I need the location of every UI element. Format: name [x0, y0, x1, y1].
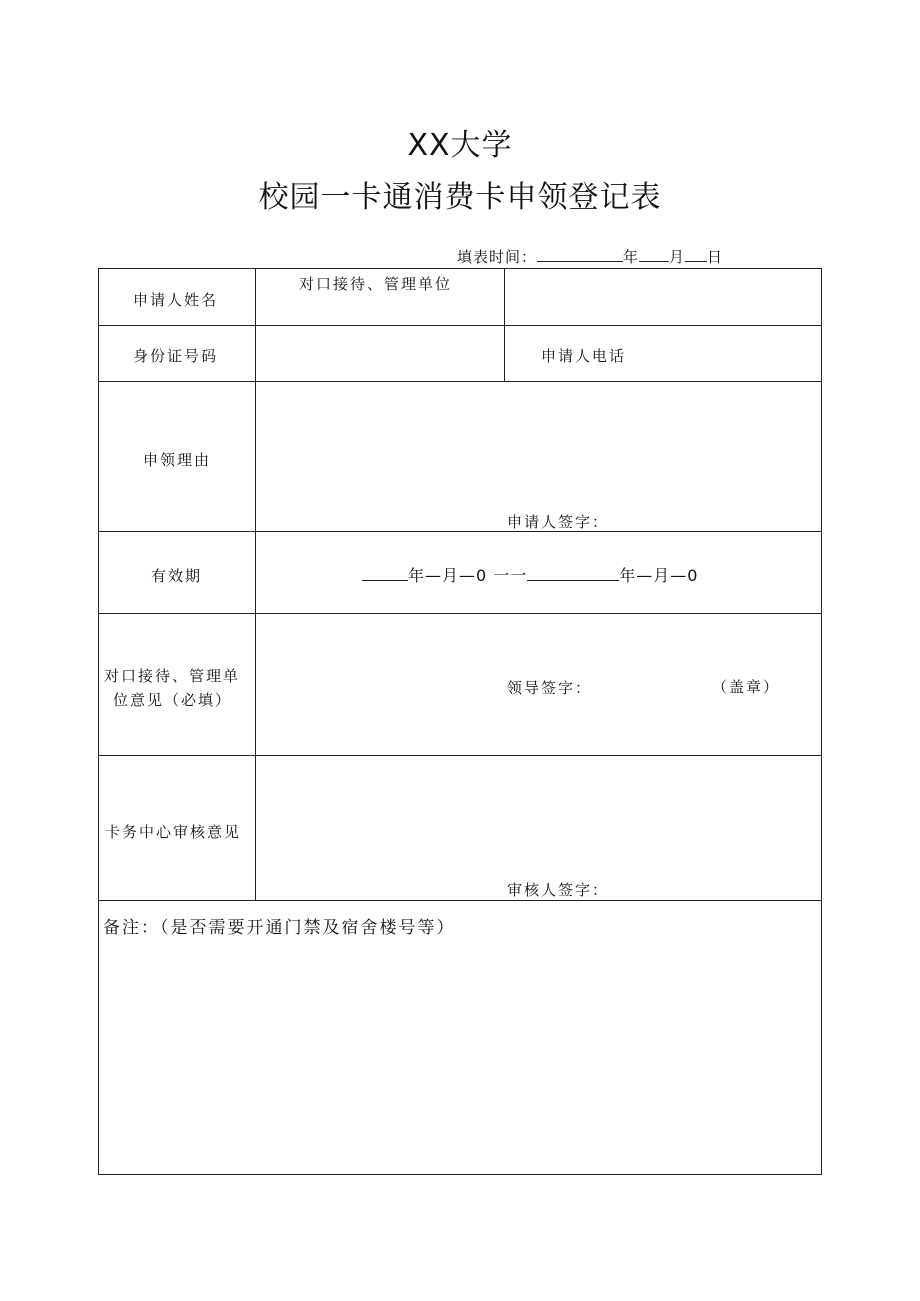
registration-form-table — [98, 268, 822, 1175]
seal-label: （盖章） — [712, 678, 781, 696]
applicant-phone-label: 申请人电话 — [541, 347, 627, 365]
document-title: XX大学 — [407, 128, 513, 163]
row-divider — [99, 531, 821, 532]
id-number-label: 身份证号码 — [133, 347, 219, 365]
row-divider — [99, 900, 821, 901]
contact-unit-label: 对口接待、管理单位 — [299, 275, 453, 293]
fill-date-day-blank[interactable] — [685, 247, 707, 262]
fill-date-line — [457, 246, 723, 267]
applicant-sign-label: 申请人签字： — [507, 513, 610, 531]
fill-date-year: 年 — [623, 248, 640, 266]
id-number-field[interactable] — [256, 326, 504, 381]
validity-start-year-blank[interactable] — [362, 564, 408, 581]
fill-date-month: 月 — [669, 248, 686, 266]
document-subtitle: 校园一卡通消费卡申领登记表 — [258, 180, 662, 215]
contact-unit-field[interactable] — [505, 269, 821, 325]
reviewer-sign-label: 审核人签字： — [507, 881, 610, 899]
fill-date-day: 日 — [707, 248, 724, 266]
validity-label: 有效期 — [151, 567, 203, 585]
validity-start-suffix: 年—月—0 — [408, 566, 488, 585]
unit-opinion-label-line1: 对口接待、管理单 — [104, 667, 241, 685]
validity-range — [362, 563, 698, 586]
leader-sign-label: 领导签字： — [507, 679, 593, 697]
center-review-label: 卡务中心审核意见 — [105, 823, 242, 841]
reason-field[interactable] — [256, 382, 821, 502]
reason-label: 申领理由 — [143, 451, 212, 469]
unit-opinion-label-line2: 位意见（必填） — [113, 691, 233, 709]
applicant-name-label: 申请人姓名 — [133, 291, 219, 309]
remarks-label: 备注：（是否需要开通门禁及宿舍楼号等） — [103, 918, 456, 938]
center-review-field[interactable] — [256, 756, 821, 871]
fill-date-label: 填表时间： — [457, 248, 538, 266]
validity-end-suffix: 年—月—0 — [619, 566, 699, 585]
fill-date-month-blank[interactable] — [639, 247, 669, 262]
validity-separator: 一一 — [493, 566, 528, 585]
validity-end-year-blank[interactable] — [527, 564, 619, 581]
remarks-field[interactable] — [99, 941, 821, 1174]
fill-date-year-blank[interactable] — [537, 247, 623, 262]
unit-opinion-field[interactable] — [256, 614, 821, 674]
